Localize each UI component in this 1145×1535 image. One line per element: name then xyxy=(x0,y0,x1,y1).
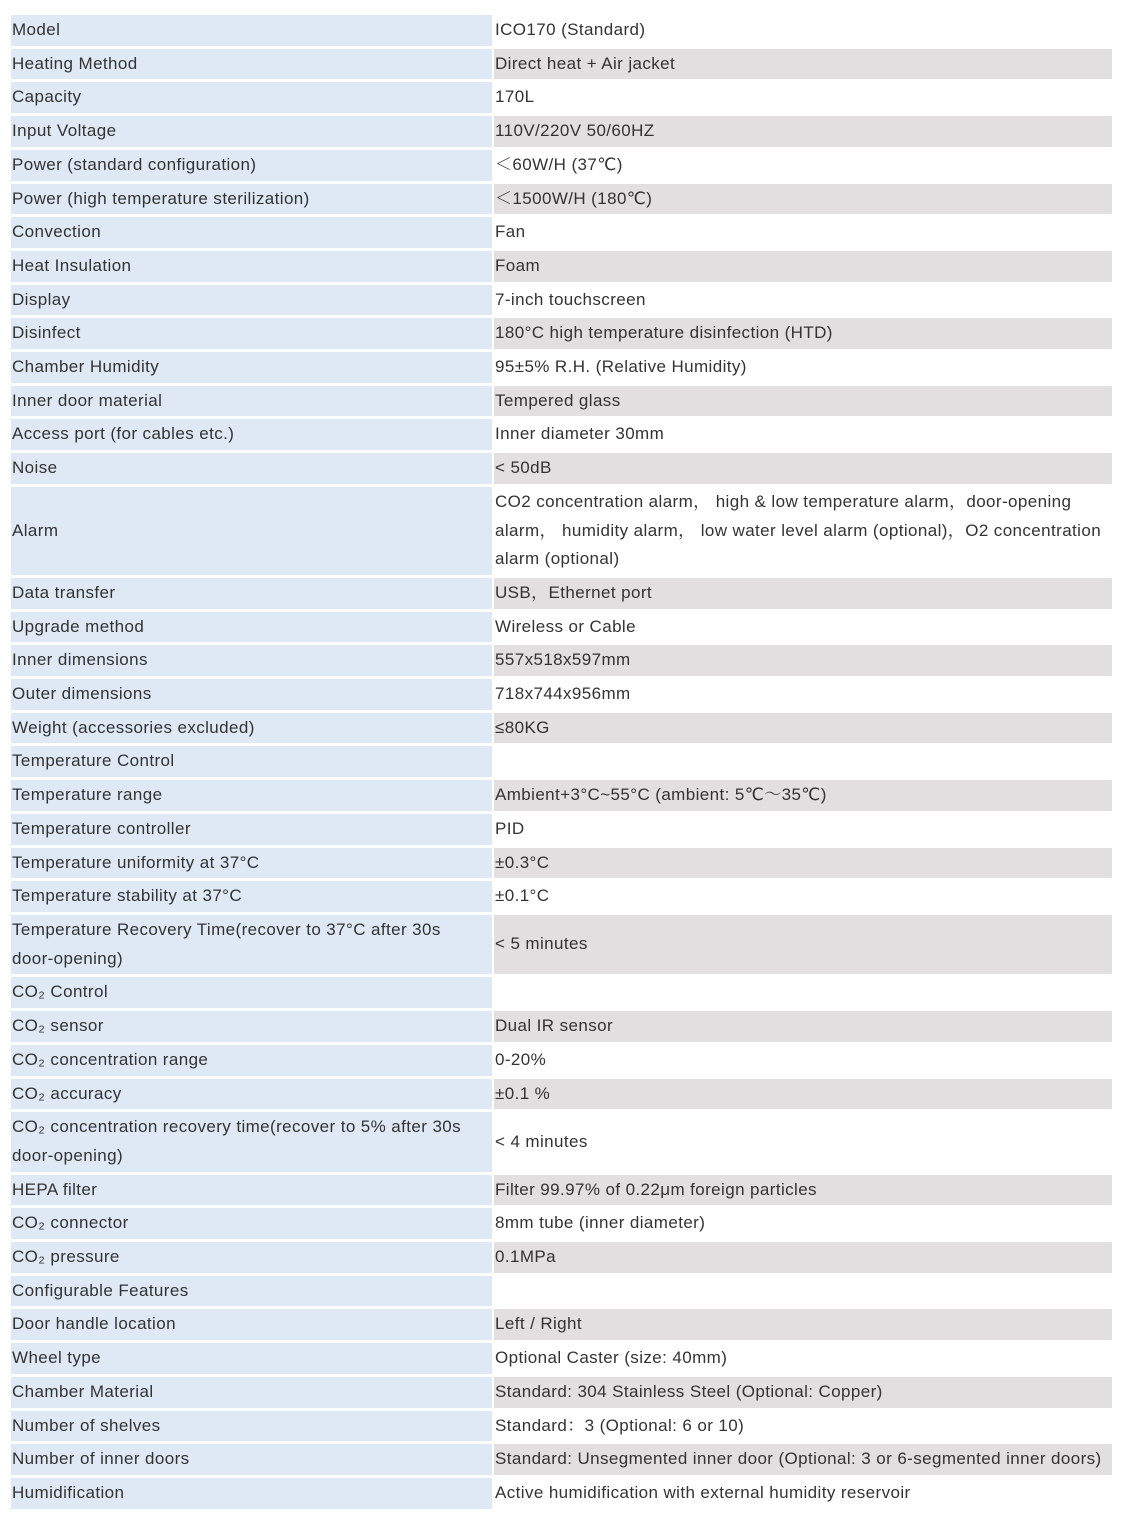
spec-label: Access port (for cables etc.) xyxy=(11,419,492,450)
spec-value: 180°C high temperature disinfection (HTD) xyxy=(492,318,1112,349)
spec-label: Outer dimensions xyxy=(11,679,492,710)
spec-label: Model xyxy=(11,15,492,46)
spec-label: CO₂ pressure xyxy=(11,1242,492,1273)
spec-value: < 5 minutes xyxy=(492,915,1112,974)
spec-label: Heat Insulation xyxy=(11,251,492,282)
spec-row xyxy=(11,1112,1112,1171)
spec-table xyxy=(11,12,1112,1512)
spec-label: Chamber Material xyxy=(11,1377,492,1408)
spec-row xyxy=(11,780,1112,811)
spec-value: < 4 minutes xyxy=(492,1112,1112,1171)
spec-value xyxy=(492,746,1112,777)
spec-value: ICO170 (Standard) xyxy=(492,15,1112,46)
spec-row xyxy=(11,1444,1112,1475)
spec-row xyxy=(11,285,1112,316)
spec-row xyxy=(11,848,1112,879)
spec-row xyxy=(11,1175,1112,1206)
spec-row xyxy=(11,453,1112,484)
spec-label: Temperature Control xyxy=(11,746,492,777)
spec-row xyxy=(11,679,1112,710)
spec-value xyxy=(492,977,1112,1008)
spec-value: Dual IR sensor xyxy=(492,1011,1112,1042)
spec-label: Number of shelves xyxy=(11,1411,492,1442)
spec-row xyxy=(11,82,1112,113)
spec-row xyxy=(11,612,1112,643)
spec-value: Active humidification with external humidity reservoir xyxy=(492,1478,1112,1509)
spec-row xyxy=(11,645,1112,676)
spec-label: Temperature stability at 37°C xyxy=(11,881,492,912)
spec-label: Humidification xyxy=(11,1478,492,1509)
spec-value: Wireless or Cable xyxy=(492,612,1112,643)
spec-value: ≤80KG xyxy=(492,713,1112,744)
spec-row xyxy=(11,1411,1112,1442)
spec-value: Standard: Unsegmented inner door (Optional: 3 or 6-segmented inner doors) xyxy=(492,1444,1112,1475)
spec-label: Wheel type xyxy=(11,1343,492,1374)
spec-row xyxy=(11,217,1112,248)
spec-row xyxy=(11,1343,1112,1374)
spec-value: Inner diameter 30mm xyxy=(492,419,1112,450)
spec-label: Temperature Recovery Time(recover to 37°C after 30s door-opening) xyxy=(11,915,492,974)
spec-row xyxy=(11,49,1112,80)
spec-row xyxy=(11,251,1112,282)
spec-value: ±0.3°C xyxy=(492,848,1112,879)
spec-value: 170L xyxy=(492,82,1112,113)
spec-row xyxy=(11,746,1112,777)
spec-label: CO₂ concentration range xyxy=(11,1045,492,1076)
spec-value: Ambient+3°C~55°C (ambient: 5℃～35℃) xyxy=(492,780,1112,811)
spec-row xyxy=(11,1377,1112,1408)
spec-value: 0.1MPa xyxy=(492,1242,1112,1273)
spec-row xyxy=(11,487,1112,575)
spec-value: 8mm tube (inner diameter) xyxy=(492,1208,1112,1239)
spec-value: 557x518x597mm xyxy=(492,645,1112,676)
spec-row xyxy=(11,15,1112,46)
spec-row xyxy=(11,116,1112,147)
spec-label: CO₂ concentration recovery time(recover to 5% after 30s door-opening) xyxy=(11,1112,492,1171)
spec-value: ＜1500W/H (180℃) xyxy=(492,184,1112,215)
spec-label: Weight (accessories excluded) xyxy=(11,713,492,744)
spec-label: Chamber Humidity xyxy=(11,352,492,383)
spec-value: < 50dB xyxy=(492,453,1112,484)
spec-label: Temperature uniformity at 37°C xyxy=(11,848,492,879)
spec-row xyxy=(11,1478,1112,1509)
spec-label: Input Voltage xyxy=(11,116,492,147)
spec-label: Power (high temperature sterilization) xyxy=(11,184,492,215)
spec-label: CO₂ sensor xyxy=(11,1011,492,1042)
spec-row xyxy=(11,915,1112,974)
spec-value: 718x744x956mm xyxy=(492,679,1112,710)
spec-label: Heating Method xyxy=(11,49,492,80)
spec-row xyxy=(11,352,1112,383)
spec-value: USB，Ethernet port xyxy=(492,578,1112,609)
spec-row xyxy=(11,881,1112,912)
spec-label: Display xyxy=(11,285,492,316)
spec-value: ±0.1°C xyxy=(492,881,1112,912)
spec-value: Tempered glass xyxy=(492,386,1112,417)
spec-row xyxy=(11,713,1112,744)
spec-label: Convection xyxy=(11,217,492,248)
spec-value: 110V/220V 50/60HZ xyxy=(492,116,1112,147)
spec-label: Temperature controller xyxy=(11,814,492,845)
spec-label: Inner door material xyxy=(11,386,492,417)
spec-label: Configurable Features xyxy=(11,1276,492,1307)
spec-value: ±0.1 % xyxy=(492,1079,1112,1110)
spec-label: Upgrade method xyxy=(11,612,492,643)
spec-row xyxy=(11,419,1112,450)
spec-label: Data transfer xyxy=(11,578,492,609)
spec-value: Optional Caster (size: 40mm) xyxy=(492,1343,1112,1374)
spec-value: Standard: 304 Stainless Steel (Optional: Copper) xyxy=(492,1377,1112,1408)
spec-value: PID xyxy=(492,814,1112,845)
spec-value: CO2 concentration alarm， high & low temperature alarm，door-opening alarm， humidity alarm， low water level alarm (optional)，O2 concentration alarm (optional) xyxy=(492,487,1112,575)
spec-row xyxy=(11,1242,1112,1273)
spec-row xyxy=(11,318,1112,349)
spec-label: Noise xyxy=(11,453,492,484)
spec-label: Temperature range xyxy=(11,780,492,811)
spec-value: ＜60W/H (37℃) xyxy=(492,150,1112,181)
spec-value: Direct heat + Air jacket xyxy=(492,49,1112,80)
spec-value xyxy=(492,1276,1112,1307)
spec-value: 95±5% R.H. (Relative Humidity) xyxy=(492,352,1112,383)
spec-value: Fan xyxy=(492,217,1112,248)
spec-row xyxy=(11,1045,1112,1076)
spec-label: CO₂ connector xyxy=(11,1208,492,1239)
spec-label: Inner dimensions xyxy=(11,645,492,676)
spec-row xyxy=(11,184,1112,215)
spec-row xyxy=(11,1079,1112,1110)
spec-value: 0-20% xyxy=(492,1045,1112,1076)
spec-label: Door handle location xyxy=(11,1309,492,1340)
spec-value: 7-inch touchscreen xyxy=(492,285,1112,316)
spec-value: Left / Right xyxy=(492,1309,1112,1340)
spec-row xyxy=(11,386,1112,417)
spec-label: Disinfect xyxy=(11,318,492,349)
spec-row xyxy=(11,1309,1112,1340)
spec-label: Number of inner doors xyxy=(11,1444,492,1475)
spec-row xyxy=(11,814,1112,845)
spec-table-body xyxy=(11,15,1112,1509)
spec-row xyxy=(11,1276,1112,1307)
spec-label: CO₂ accuracy xyxy=(11,1079,492,1110)
spec-label: HEPA filter xyxy=(11,1175,492,1206)
spec-label: CO₂ Control xyxy=(11,977,492,1008)
spec-label: Alarm xyxy=(11,487,492,575)
spec-row xyxy=(11,977,1112,1008)
spec-value: Foam xyxy=(492,251,1112,282)
spec-value: Filter 99.97% of 0.22μm foreign particles xyxy=(492,1175,1112,1206)
spec-label: Power (standard configuration) xyxy=(11,150,492,181)
spec-row xyxy=(11,150,1112,181)
spec-label: Capacity xyxy=(11,82,492,113)
spec-row xyxy=(11,1208,1112,1239)
spec-row xyxy=(11,1011,1112,1042)
spec-value: Standard：3 (Optional: 6 or 10) xyxy=(492,1411,1112,1442)
spec-row xyxy=(11,578,1112,609)
